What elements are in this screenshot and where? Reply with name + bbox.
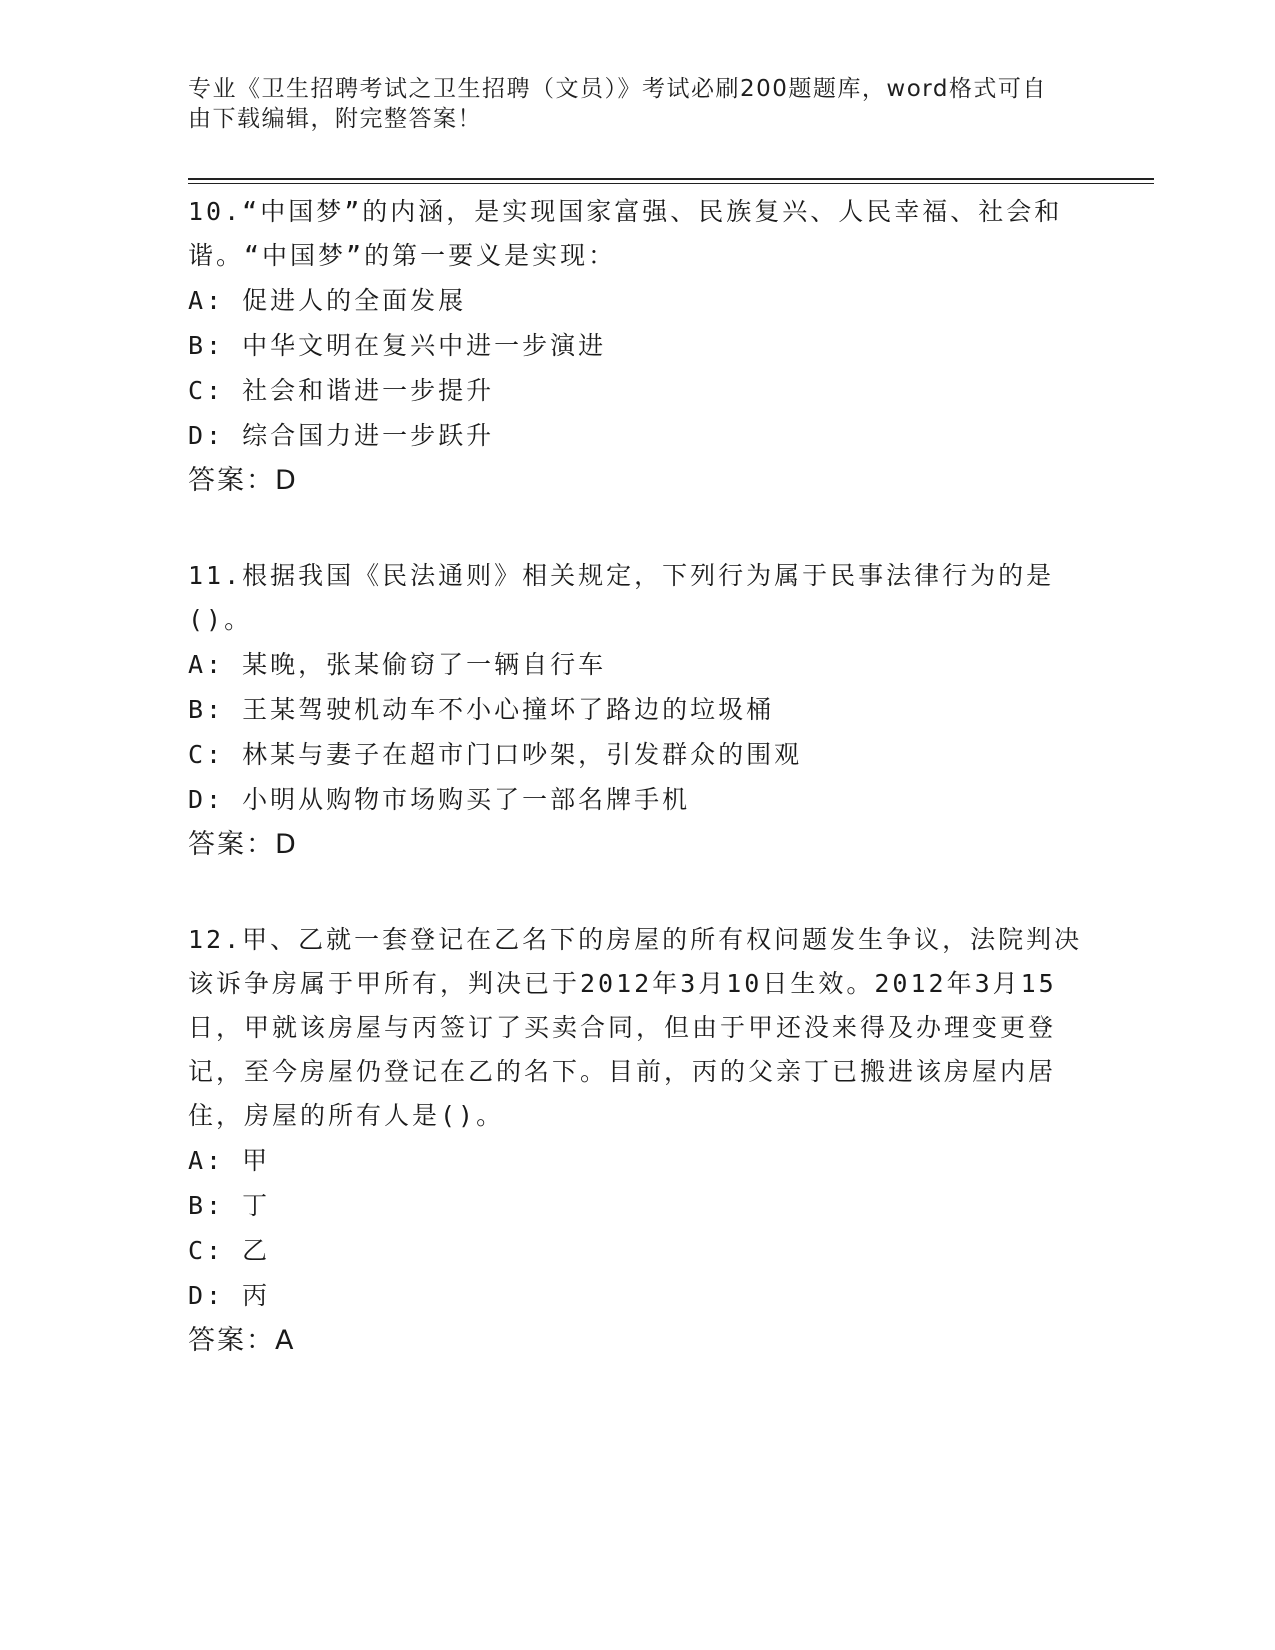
option-d: D: 综合国力进一步跃升	[188, 421, 495, 450]
question-stem: 11.根据我国《民法通则》相关规定，下列行为属于民事法律行为的是()。	[188, 561, 1055, 634]
option-b: B: 中华文明在复兴中进一步演进	[188, 331, 607, 360]
option-d: D: 丙	[188, 1281, 271, 1310]
answer: 答案：D	[188, 465, 298, 496]
option-d: D: 小明从购物市场购买了一部名牌手机	[188, 785, 691, 814]
option-a: A: 某晚，张某偷窃了一辆自行车	[188, 650, 607, 679]
question-block	[188, 190, 1088, 503]
question-stem: 12.甲、乙就一套登记在乙名下的房屋的所有权问题发生争议，法院判决该诉争房属于甲所有，判决已于2012年3月10日生效。2012年3月15日，甲就该房屋与丙签订了买卖合同，但由于甲还没来得及办理变更登记，至今房屋仍登记在乙的名下。目前，丙的父亲丁已搬进该房屋内居住，房屋的所有人是()。	[188, 925, 1083, 1130]
option-c: C: 林某与妻子在超市门口吵架，引发群众的围观	[188, 740, 803, 769]
document-header: 专业《卫生招聘考试之卫生招聘（文员）》考试必刷200题题库，word格式可自由下载编辑，附完整答案！	[188, 76, 1047, 132]
answer: 答案：D	[188, 829, 298, 860]
question-block	[188, 918, 1088, 1363]
option-c: C: 社会和谐进一步提升	[188, 376, 495, 405]
question-block	[188, 554, 1088, 867]
question-stem: 10.“中国梦”的内涵，是实现国家富强、民族复兴、人民幸福、社会和谐。“中国梦”的第一要义是实现：	[188, 197, 1063, 270]
option-a: A: 甲	[188, 1146, 271, 1175]
option-a: A: 促进人的全面发展	[188, 286, 467, 315]
option-b: B: 王某驾驶机动车不小心撞坏了路边的垃圾桶	[188, 695, 775, 724]
answer: 答案：A	[188, 1325, 296, 1356]
option-c: C: 乙	[188, 1236, 271, 1265]
header-rule-thin	[188, 183, 1154, 184]
option-b: B: 丁	[188, 1191, 271, 1220]
header-rule-thick	[188, 178, 1154, 180]
